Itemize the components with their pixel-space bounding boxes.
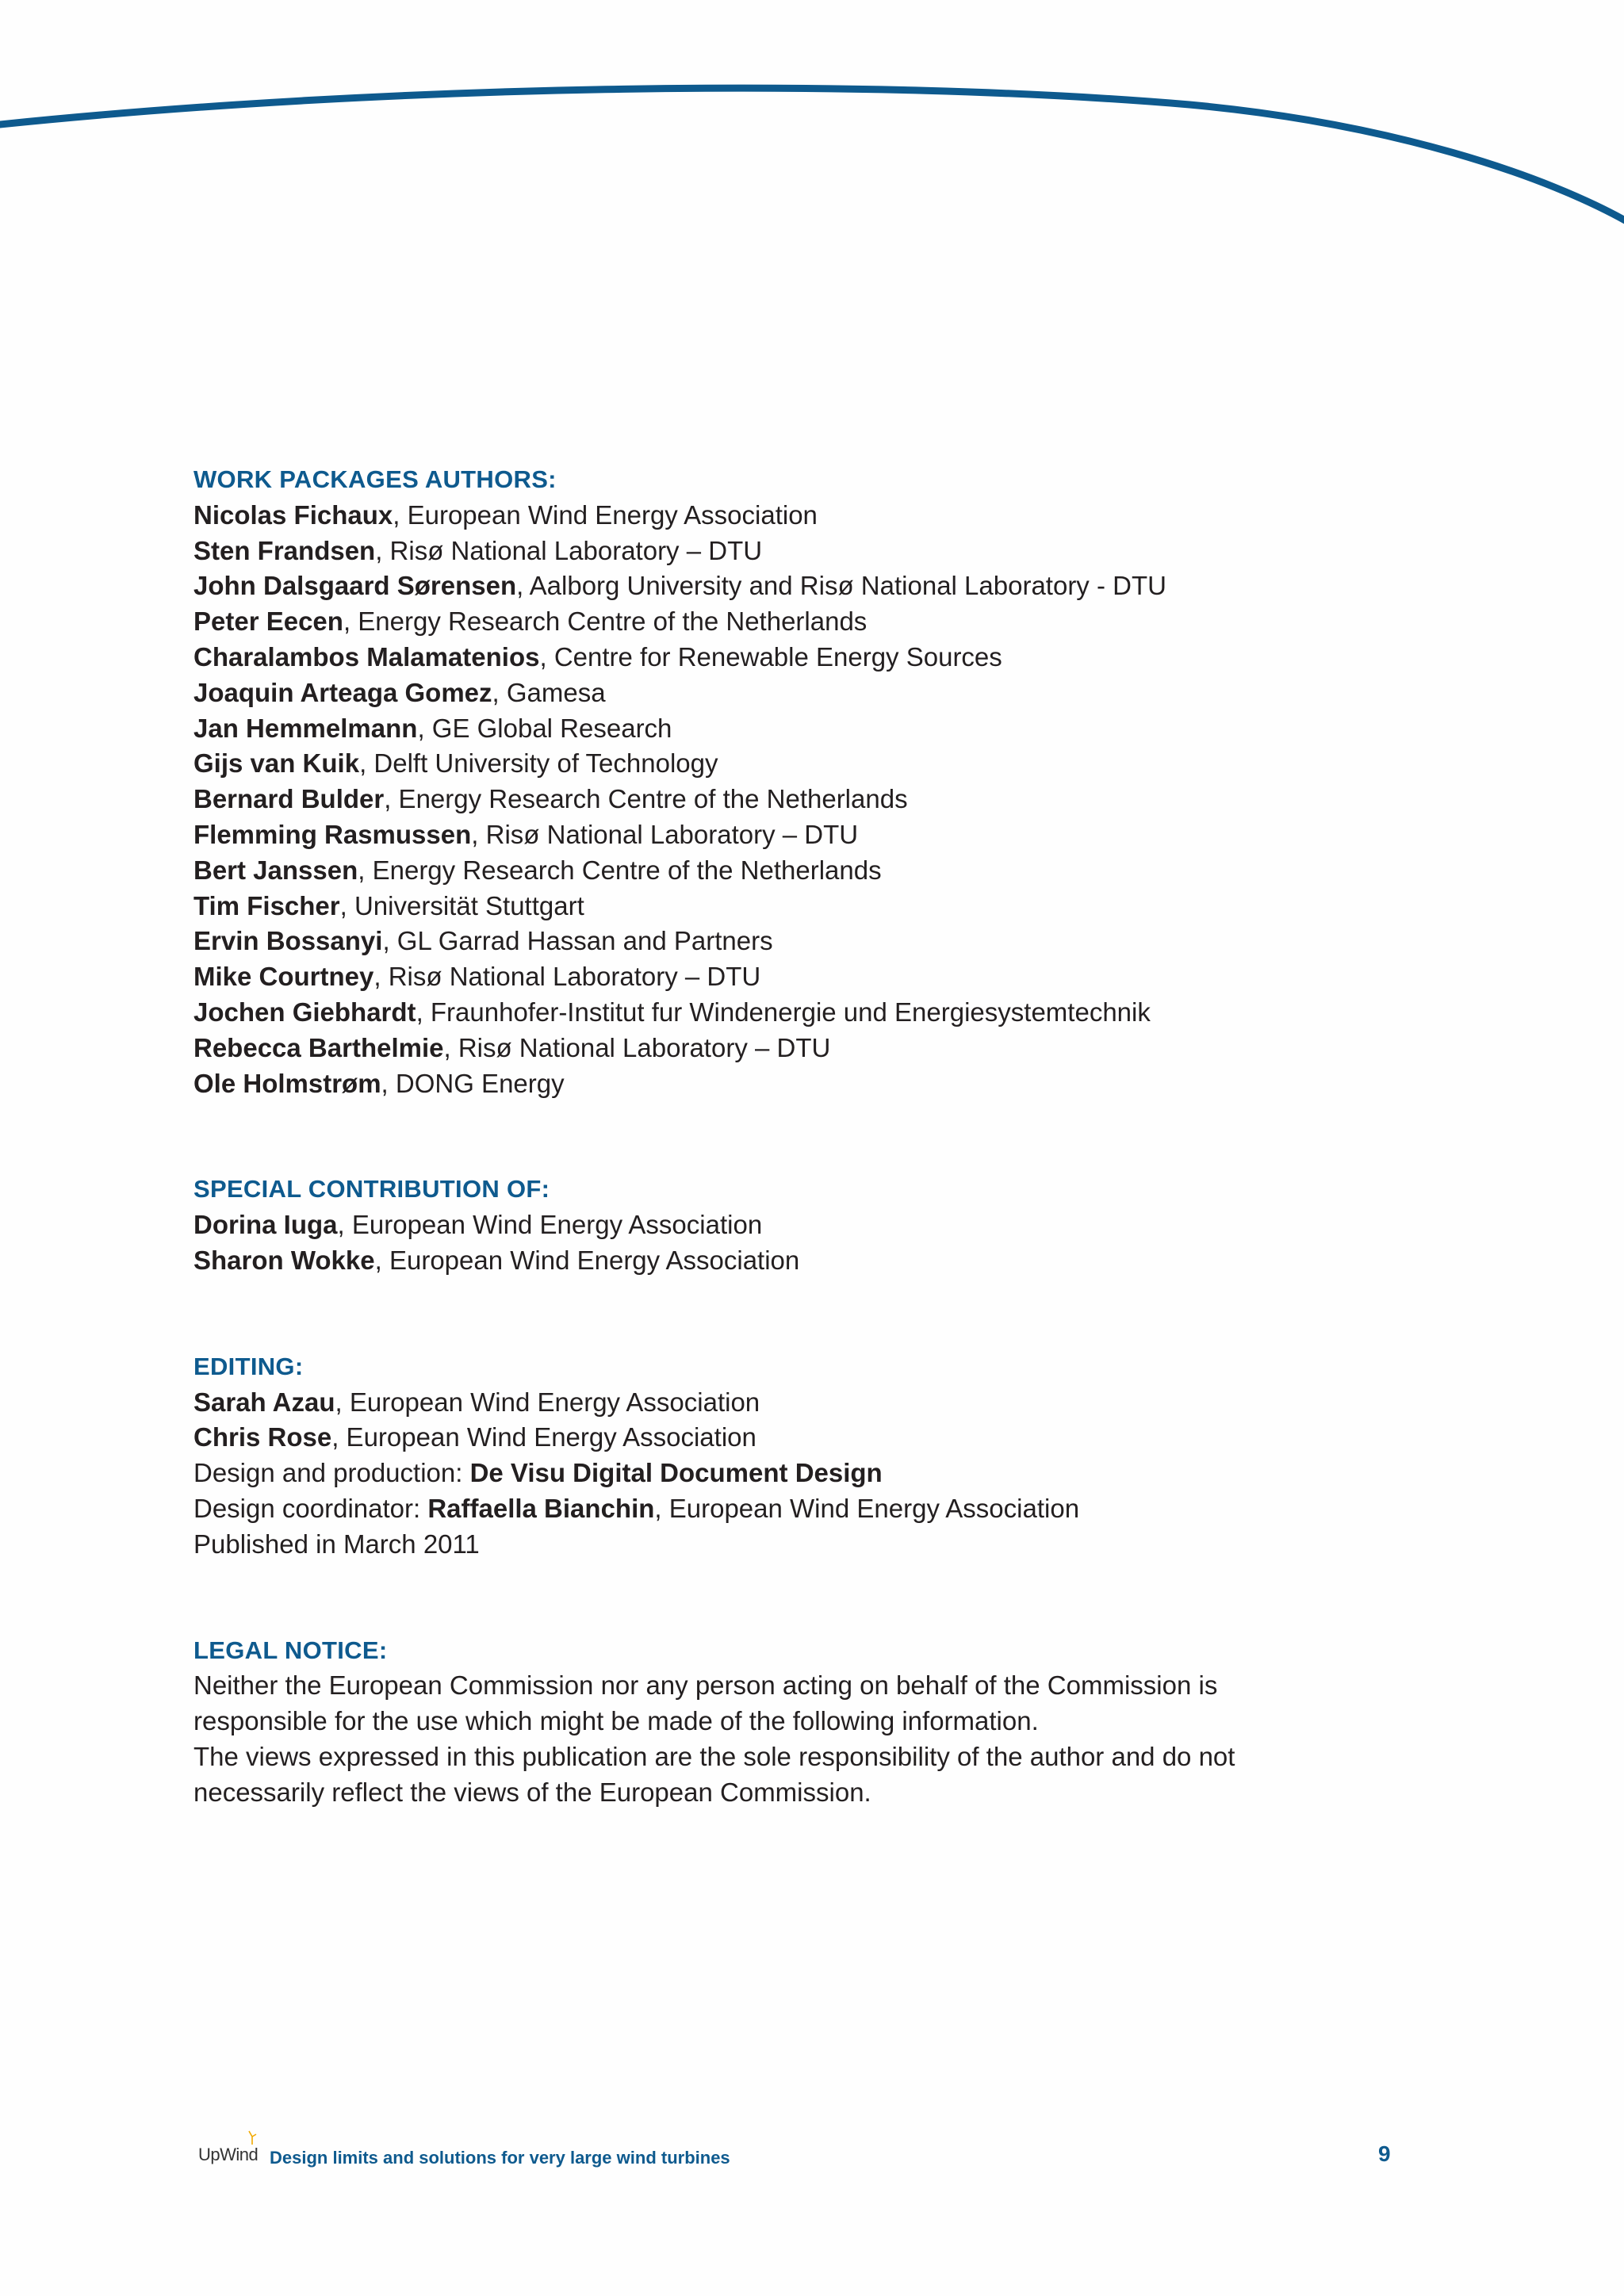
- credit-entry: [193, 568, 1320, 604]
- credit-affiliation: , Centre for Renewable Energy Sources: [539, 641, 1002, 672]
- design-coordinator-name: Raffaella Bianchin: [427, 1493, 655, 1523]
- header-arc-decoration: [0, 0, 1624, 238]
- credit-entry: [193, 746, 1320, 782]
- legal-notice-section: [193, 1633, 1320, 1811]
- credit-name: Sharon Wokke: [193, 1245, 375, 1275]
- credit-name: Flemming Rasmussen: [193, 819, 472, 849]
- credit-entry: [193, 640, 1320, 675]
- published-date: Published in March 2011: [193, 1529, 480, 1559]
- design-production-value: De Visu Digital Document Design: [469, 1458, 883, 1488]
- credit-entry: [193, 1031, 1320, 1066]
- footer-title: Design limits and solutions for very large wind turbines: [270, 2148, 730, 2168]
- design-production-label: Design and production:: [193, 1458, 470, 1488]
- credit-affiliation: , Risø National Laboratory – DTU: [375, 535, 763, 565]
- credit-affiliation: , Gamesa: [492, 677, 606, 707]
- credit-entry: [193, 924, 1320, 959]
- credit-name: John Dalsgaard Sørensen: [193, 571, 517, 601]
- credit-entry: [193, 1243, 1320, 1279]
- credit-entry: [193, 853, 1320, 889]
- credit-affiliation: , European Wind Energy Association: [337, 1210, 763, 1240]
- page-footer: [198, 2141, 1404, 2173]
- credit-affiliation: , Universität Stuttgart: [339, 890, 584, 920]
- credit-name: Sten Frandsen: [193, 535, 376, 565]
- credit-entry: [193, 498, 1320, 534]
- credit-name: Bert Janssen: [193, 855, 358, 885]
- credit-name: Mike Courtney: [193, 962, 374, 992]
- credit-name: Ole Holmstrøm: [193, 1068, 381, 1098]
- credit-affiliation: , Energy Research Centre of the Netherlands: [343, 607, 868, 637]
- credit-entry: [193, 817, 1320, 853]
- special-contribution-section: [193, 1172, 1320, 1278]
- credit-name: Sarah Azau: [193, 1387, 335, 1417]
- legal-notice-heading: LEGAL NOTICE:: [193, 1636, 388, 1664]
- credit-affiliation: , Risø National Laboratory – DTU: [373, 962, 761, 992]
- credit-affiliation: , GE Global Research: [417, 713, 672, 743]
- credit-name: Tim Fischer: [193, 890, 340, 920]
- design-coordinator-label: Design coordinator:: [193, 1493, 428, 1523]
- credit-entry: [193, 1385, 1320, 1421]
- credit-entry: [193, 782, 1320, 817]
- credit-entry: [193, 534, 1320, 569]
- editing-heading: EDITING:: [193, 1352, 304, 1380]
- credit-affiliation: , Energy Research Centre of the Netherlands: [384, 784, 908, 814]
- credit-affiliation: , Aalborg University and Risø National Laboratory - DTU: [516, 571, 1166, 601]
- credit-name: Peter Eecen: [193, 607, 343, 637]
- credit-affiliation: , European Wind Energy Association: [393, 499, 818, 530]
- credit-name: Rebecca Barthelmie: [193, 1032, 444, 1062]
- authors-section: [193, 462, 1320, 1101]
- credit-name: Gijs van Kuik: [193, 748, 360, 779]
- design-coordinator-affiliation: , European Wind Energy Association: [654, 1493, 1080, 1523]
- credit-entry: [193, 1207, 1320, 1243]
- credit-affiliation: , Energy Research Centre of the Netherlands: [358, 855, 882, 885]
- credit-name: Jochen Giebhardt: [193, 997, 416, 1027]
- design-production-line: [193, 1456, 1320, 1491]
- credit-affiliation: , European Wind Energy Association: [374, 1245, 800, 1275]
- special-contribution-list: [193, 1207, 1320, 1279]
- credit-entry: [193, 995, 1320, 1031]
- editing-section: [193, 1349, 1320, 1563]
- credit-name: Dorina Iuga: [193, 1210, 338, 1240]
- credit-name: Bernard Bulder: [193, 784, 385, 814]
- design-coordinator-line: [193, 1491, 1320, 1527]
- credit-entry: [193, 959, 1320, 995]
- credit-name: Charalambos Malamatenios: [193, 641, 540, 672]
- credit-entry: [193, 1420, 1320, 1456]
- credit-entry: [193, 1066, 1320, 1102]
- authors-heading: WORK PACKAGES AUTHORS:: [193, 465, 557, 493]
- special-contribution-heading: SPECIAL CONTRIBUTION OF:: [193, 1175, 550, 1203]
- credit-entry: [193, 711, 1320, 747]
- credit-entry: [193, 889, 1320, 924]
- credit-affiliation: , European Wind Energy Association: [331, 1422, 756, 1452]
- credit-name: Chris Rose: [193, 1422, 332, 1452]
- wind-turbine-icon: [247, 2130, 257, 2145]
- credit-affiliation: , Risø National Laboratory – DTU: [471, 819, 859, 849]
- credit-name: Jan Hemmelmann: [193, 713, 418, 743]
- credit-name: Ervin Bossanyi: [193, 926, 383, 956]
- legal-notice-paragraph-1: Neither the European Commission nor any person acting on behalf of the Commission is responsible for the use which might be made of the following information.: [193, 1670, 1218, 1736]
- document-body: [193, 462, 1320, 1881]
- credit-affiliation: , Risø National Laboratory – DTU: [443, 1032, 831, 1062]
- credit-name: Joaquin Arteaga Gomez: [193, 677, 492, 707]
- credit-affiliation: , European Wind Energy Association: [335, 1387, 760, 1417]
- credit-entry: [193, 604, 1320, 640]
- editing-list: [193, 1385, 1320, 1456]
- credit-affiliation: , GL Garrad Hassan and Partners: [382, 926, 773, 956]
- credit-affiliation: , Fraunhofer-Institut fur Windenergie und Energiesystemtechnik: [416, 997, 1151, 1027]
- authors-list: [193, 498, 1320, 1102]
- credit-entry: [193, 675, 1320, 711]
- credit-affiliation: , Delft University of Technology: [359, 748, 718, 779]
- legal-notice-paragraph-2: The views expressed in this publication are the sole responsibility of the author and do not necessarily reflect the views of the European Commission.: [193, 1741, 1235, 1807]
- upwind-logo: UpWind: [198, 2145, 259, 2164]
- credit-name: Nicolas Fichaux: [193, 499, 393, 530]
- credit-affiliation: , DONG Energy: [381, 1068, 565, 1098]
- page-number: 9: [1378, 2141, 1391, 2166]
